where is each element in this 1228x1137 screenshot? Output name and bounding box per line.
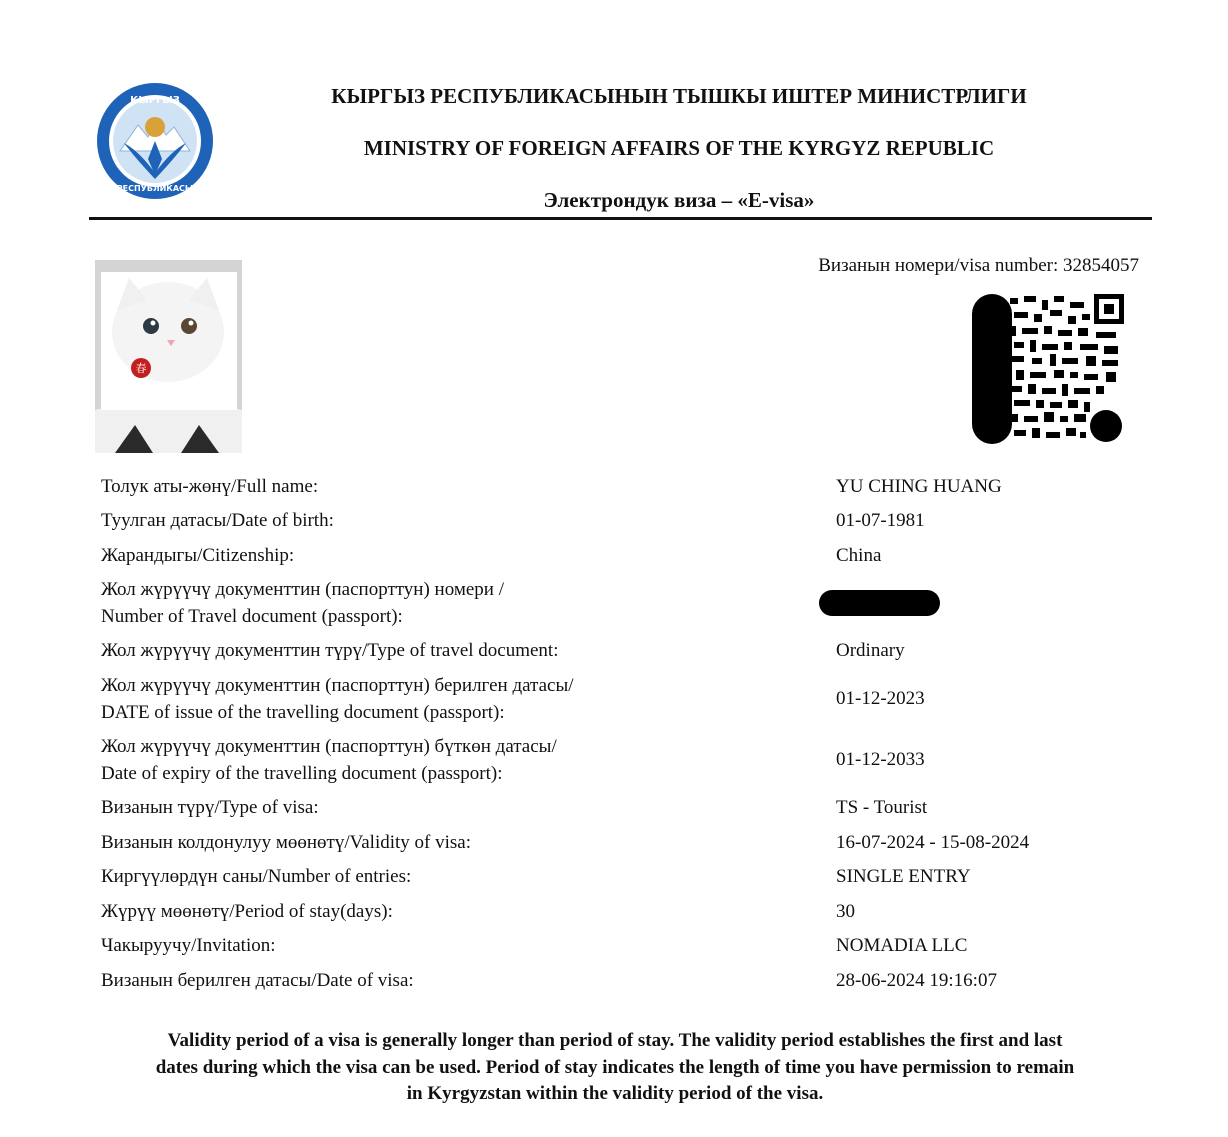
entries-value: SINGLE ENTRY <box>836 866 971 887</box>
doc-type-label: Жол жүрүүчү документтин түрү/Type of travel document: <box>101 640 559 661</box>
doc-type-value: Ordinary <box>836 640 905 661</box>
citizenship-label: Жарандыгы/Citizenship: <box>101 545 295 566</box>
ministry-title-english: MINISTRY OF FOREIGN AFFAIRS OF THE KYRGYZ REPUBLIC <box>363 136 995 160</box>
validity-value: 16-07-2024 - 15-08-2024 <box>836 832 1030 853</box>
passport-number-label-ky: Жол жүрүүчү документтин (паспорттун) номери / <box>101 579 505 600</box>
issue-date-label-en: DATE of issue of the travelling document (passport): <box>101 702 505 723</box>
stay-value: 30 <box>836 901 855 922</box>
emblem-top-text: КЫРГЫЗ <box>130 95 180 106</box>
note-line-1: Validity period of a visa is generally longer than period of stay. The validity period establishes the first and last <box>167 1030 1063 1051</box>
emblem-bottom-text: РЕСПУБЛИКАСЫ <box>116 184 194 193</box>
issue-date-value: 01-12-2023 <box>836 688 925 709</box>
note-line-3: in Kyrgyzstan within the validity period of the visa. <box>406 1083 824 1104</box>
issue-date-label-ky: Жол жүрүүчү документтин (паспорттун) берилген датасы/ <box>101 675 574 696</box>
stay-label: Жүрүү мөөнөтү/Period of stay(days): <box>101 901 393 922</box>
expiry-date-label-ky: Жол жүрүүчү документтин (паспорттун) бүткөн датасы/ <box>101 736 557 757</box>
header-divider <box>89 217 1152 220</box>
dob-value: 01-07-1981 <box>836 510 925 531</box>
entries-label: Киргүүлөрдүн саны/Number of entries: <box>101 866 412 887</box>
validity-note <box>90 1028 1140 1108</box>
svg-text:春: 春 <box>135 362 147 375</box>
validity-label: Визанын колдонулуу мөөнөтү/Validity of visa: <box>101 832 472 853</box>
full-name-value: YU CHING HUANG <box>836 476 1002 497</box>
visa-date-label: Визанын берилген датасы/Date of visa: <box>101 970 414 991</box>
visa-type-value: TS - Tourist <box>836 797 928 818</box>
passport-number-label-en: Number of Travel document (passport): <box>101 606 403 627</box>
qr-code <box>970 292 1126 446</box>
redacted-passport-number <box>819 590 940 616</box>
visa-number: Визанын номери/visa number: 32854057 <box>818 255 1139 276</box>
citizenship-value: China <box>836 545 882 566</box>
ministry-title-kyrgyz: КЫРГЫЗ РЕСПУБЛИКАСЫНЫН ТЫШКЫ ИШТЕР МИНИСТРЛИГИ <box>331 84 1027 108</box>
applicant-photo <box>95 260 242 453</box>
invitation-label: Чакыруучу/Invitation: <box>101 935 276 956</box>
dob-label: Туулган датасы/Date of birth: <box>101 510 334 531</box>
evisa-subtitle: Электрондук виза – «E-visa» <box>543 188 815 212</box>
full-name-label: Толук аты-жөнү/Full name: <box>101 476 319 497</box>
expiry-date-value: 01-12-2033 <box>836 749 925 770</box>
invitation-value: NOMADIA LLC <box>836 935 968 956</box>
note-line-2: dates during which the visa can be used. Period of stay indicates the length of time you have permission to remain <box>155 1056 1075 1078</box>
visa-type-label: Визанын түрү/Type of visa: <box>101 797 319 818</box>
visa-date-value: 28-06-2024 19:16:07 <box>836 970 997 991</box>
expiry-date-label-en: Date of expiry of the travelling document (passport): <box>101 763 503 784</box>
